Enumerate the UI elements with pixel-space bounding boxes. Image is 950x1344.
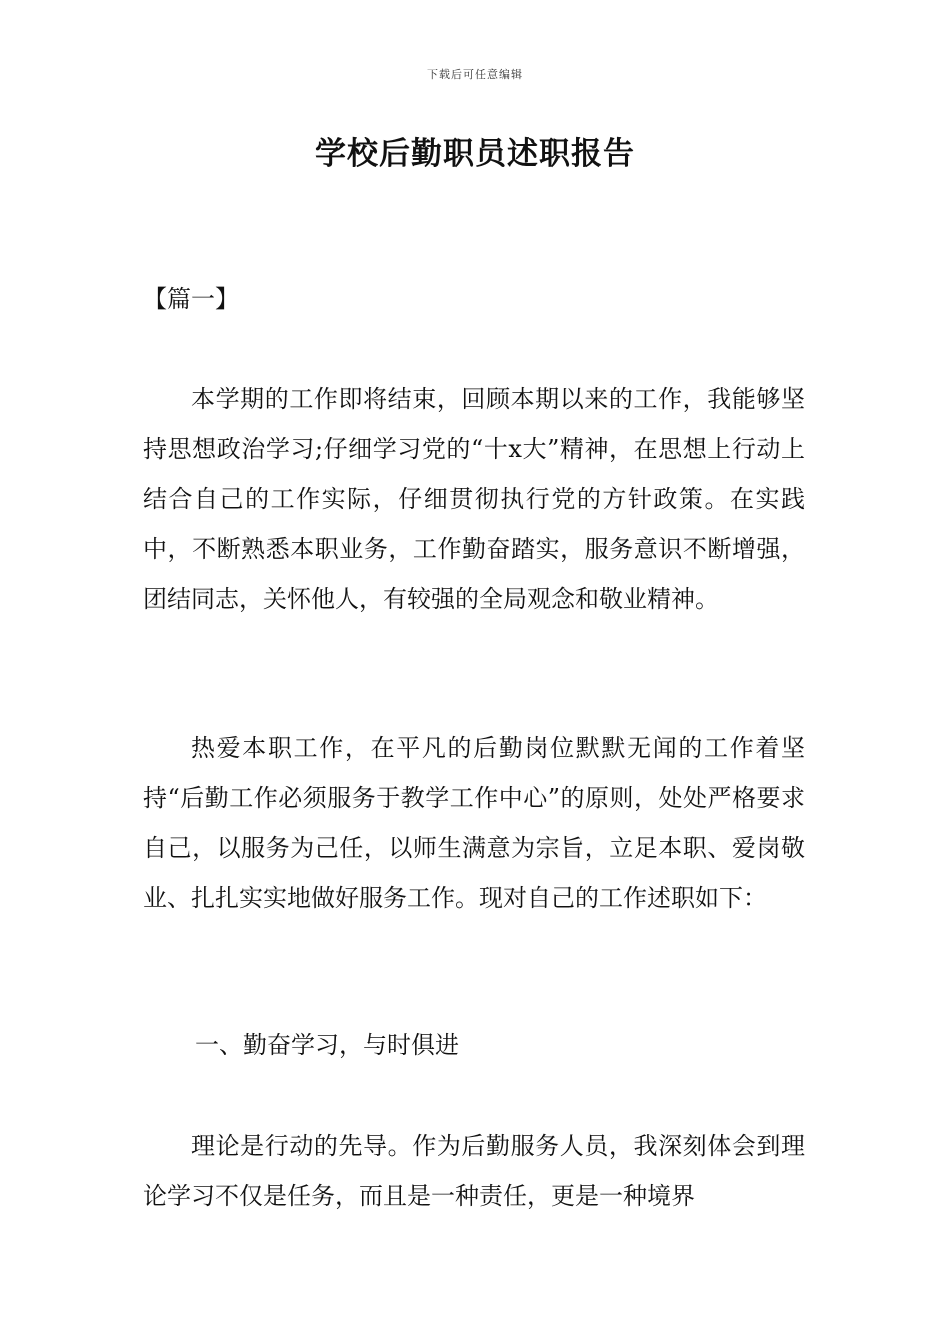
section-label: 【篇一】: [143, 285, 239, 313]
document-title: 学校后勤职员述职报告: [315, 136, 635, 172]
header-note: 下载后可任意编辑: [427, 68, 523, 81]
section-heading-1: 一、勤奋学习，与时俱进: [195, 1031, 459, 1059]
paragraph-1: 本学期的工作即将结束，回顾本期以来的工作，我能够坚持思想政治学习;仔细学习党的“十x大”精神，在思想上行动上结合自己的工作实际，仔细贯彻执行党的方针政策。在实践中，不断熟悉本职业务，工作勤奋踏实，服务意识不断增强，团结同志，关怀他人，有较强的全局观念和敬业精神。: [143, 385, 805, 613]
paragraph-3: 理论是行动的先导。作为后勤服务人员，我深刻体会到理论学习不仅是任务，而且是一种责任，更是一种境界: [143, 1132, 805, 1210]
paragraph-2: 热爱本职工作，在平凡的后勤岗位默默无闻的工作着坚持“后勤工作必须服务于教学工作中心”的原则，处处严格要求自己，以服务为己任，以师生满意为宗旨，立足本职、爱岗敬业、扎扎实实地做好服务工作。现对自己的工作述职如下：: [143, 734, 805, 912]
